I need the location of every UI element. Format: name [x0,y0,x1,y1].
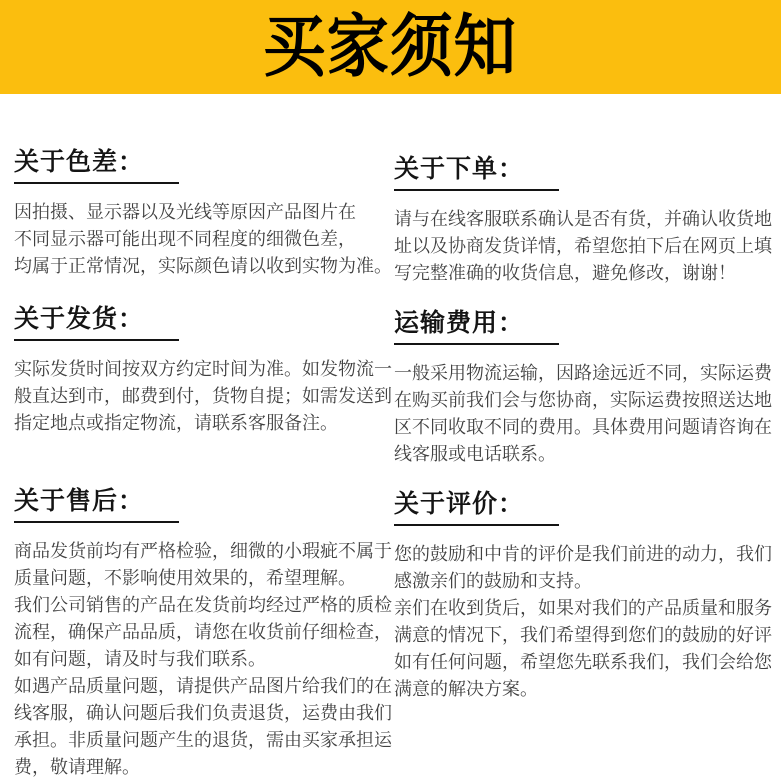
section-heading-ordering: 关于下单： [394,155,525,183]
section-body-shipping [14,356,392,437]
body-line: 请与在线客服联系确认是否有货，并确认收货地 [394,209,772,229]
heading-underline [394,524,559,526]
section-heading-shipping-fee: 运输费用： [394,309,525,337]
section-body-shipping-fee [394,360,772,468]
body-line: 址以及协商发货详情，希望您拍下后在网页上填 [394,236,772,256]
body-line: 我们公司销售的产品在发货前均经过严格的质检 [14,595,392,615]
section-body-after-sales [14,538,392,777]
body-line: 般直达到市，邮费到付，货物自提；如需发送到 [14,386,392,406]
body-line: 您的鼓励和中肯的评价是我们前进的动力，我们 [394,544,772,564]
body-line: 感激亲们的鼓励和支持。 [394,571,592,591]
body-line: 亲们在收到货后，如果对我们的产品质量和服务 [394,598,772,618]
body-line: 满意的情况下，我们希望得到您们的鼓励的好评 [394,625,772,645]
section-heading-shipping: 关于发货： [14,305,145,333]
body-line: 区不同收取不同的费用。具体费用问题请咨询在 [394,417,772,437]
body-line: 写完整准确的收货信息，避免修改，谢谢！ [394,263,736,283]
body-line: 实际发货时间按双方约定时间为准。如发物流一 [14,359,392,379]
section-heading-review: 关于评价： [394,490,525,518]
section-ordering [394,154,772,287]
body-line: 因拍摄、显示器以及光线等原因产品图片在 [14,202,356,222]
section-after-sales [14,486,392,777]
section-shipping-fee [394,308,772,468]
body-line: 在购买前我们会与您协商，实际运费按照送达地 [394,390,772,410]
section-body-ordering [394,206,772,287]
section-shipping [14,304,392,437]
body-line: 商品发货前均有严格检验，细微的小瑕疵不属于 [14,541,392,561]
body-line: 费，敬请理解。 [14,757,140,777]
header-banner [0,0,781,94]
body-line: 满意的解决方案。 [394,679,538,699]
body-line: 如有问题，请及时与我们联系。 [14,649,266,669]
heading-underline [394,343,559,345]
section-heading-after-sales: 关于售后： [14,487,145,515]
page-title: 买家须知 [263,9,518,85]
body-line: 指定地点或指定物流，请联系客服备注。 [14,413,338,433]
section-heading-color-difference: 关于色差： [14,148,145,176]
heading-underline [14,521,179,523]
heading-underline [394,189,559,191]
body-line: 线客服或电话联系。 [394,444,556,464]
section-review [394,489,772,703]
body-line: 如有任何问题，希望您先联系我们，我们会给您 [394,652,772,672]
section-color-difference [14,147,392,280]
body-line: 线客服，确认问题后我们负责退货，运费由我们 [14,703,392,723]
heading-underline [14,339,179,341]
section-body-color-difference [14,199,392,280]
body-line: 质量问题，不影响使用效果的，希望理解。 [14,568,356,588]
body-line: 均属于正常情况，实际颜色请以收到实物为准。 [14,256,392,276]
body-line: 一般采用物流运输，因路途远近不同，实际运费 [394,363,772,383]
section-body-review [394,541,772,703]
body-line: 流程，确保产品品质，请您在收货前仔细检查， [14,622,392,642]
body-line: 不同显示器可能出现不同程度的细微色差， [14,229,356,249]
heading-underline [14,182,179,184]
body-line: 如遇产品质量问题，请提供产品图片给我们的在 [14,676,392,696]
body-line: 承担。非质量问题产生的退货，需由买家承担运 [14,730,392,750]
